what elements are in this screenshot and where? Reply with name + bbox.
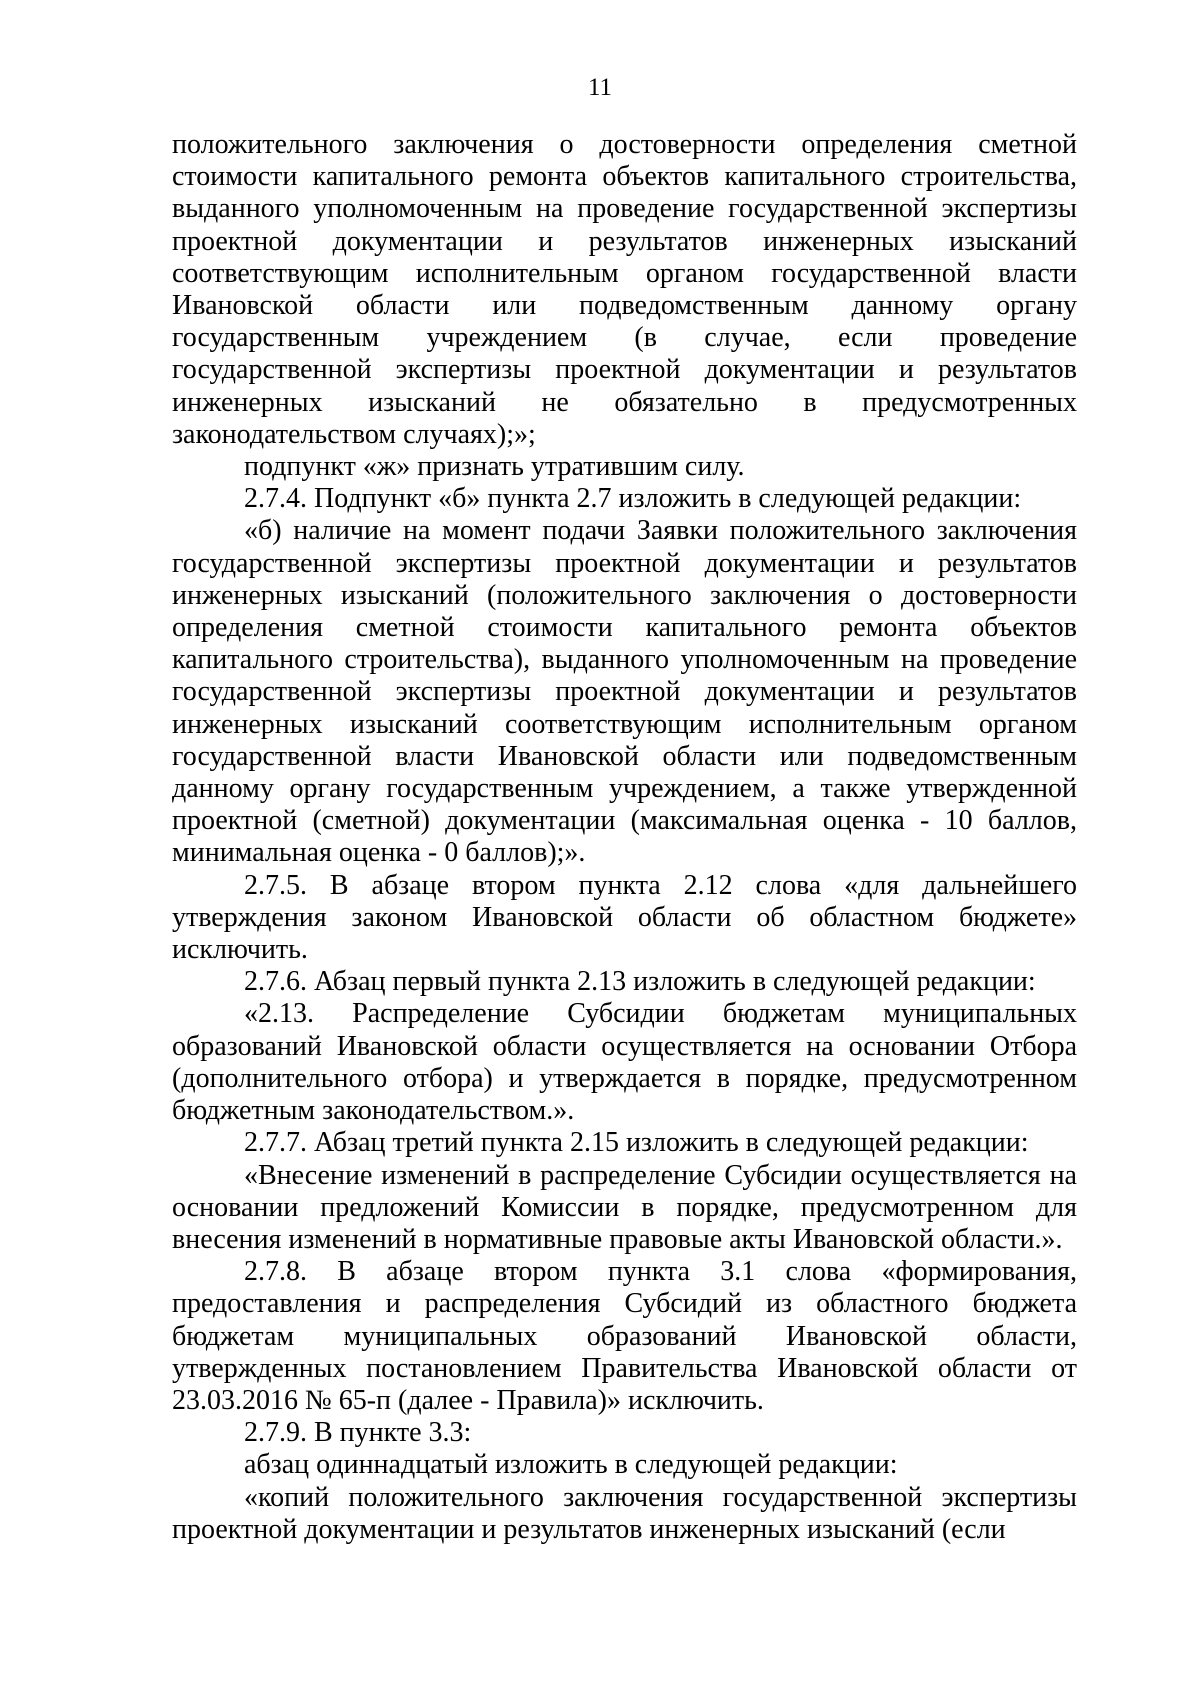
paragraph-2-15-text: «Внесение изменений в распределение Субсидии осуществляется на основании предложений Комиссии в порядке, предусмотренном для внесения изменений в нормативные правовые акты Ивановской области.».	[172, 1159, 1077, 1255]
page-number: 11	[587, 74, 613, 101]
document-body	[172, 129, 1077, 1546]
paragraph-subpoint-b-text: «б) наличие на момент подачи Заявки положительного заключения государственной экспертизы проектной документации и результатов инженерных изысканий (положительного заключения о достоверности определения сметной стоимости капитального ремонта объектов капитального строительства), выданного уполномоченным на проведение государственной экспертизы проектной документации и результатов инженерных изысканий соответствующим исполнительным органом государственной власти Ивановской области или подведомственным данному органу государственным учреждением, а также утвержденной проектной (сметной) документации (максимальная оценка - 10 баллов, минимальная оценка - 0 баллов);».	[172, 515, 1077, 869]
paragraph-2-13-text: «2.13. Распределение Субсидии бюджетам муниципальных образований Ивановской области осуществляется на основании Отбора (дополнительного отбора) и утверждается в порядке, предусмотренном бюджетным законодательством.».	[172, 998, 1077, 1127]
paragraph-2-7-8: 2.7.8. В абзаце втором пункта 3.1 слова «формирования, предоставления и распределения Субсидий из областного бюджета бюджетам муниципальных образований Ивановской области, утвержденных постановлением Правительства Ивановской области от 23.03.2016 № 65-п (далее - Правила)» исключить.	[172, 1256, 1077, 1416]
paragraph-2-7-6: 2.7.6. Абзац первый пункта 2.13 изложить в следующей редакции:	[244, 966, 1036, 998]
paragraph-continuation: положительного заключения о достоверности определения сметной стоимости капитального ремонта объектов капитального строительства, выданного уполномоченным на проведение государственной экспертизы проектной документации и результатов инженерных изысканий соответствующим исполнительным органом государственной власти Ивановской области или подведомственным данному органу государственным учреждением (в случае, если проведение государственной экспертизы проектной документации и результатов инженерных изысканий не обязательно в предусмотренных законодательством случаях);»;	[172, 129, 1077, 450]
paragraph-copies-text: «копий положительного заключения государственной экспертизы проектной документации и результатов инженерных изысканий (если	[172, 1481, 1077, 1545]
paragraph-subpoint-zh: подпункт «ж» признать утратившим силу.	[244, 451, 745, 483]
paragraph-2-7-5: 2.7.5. В абзаце втором пункта 2.12 слова «для дальнейшего утверждения законом Ивановской области об областном бюджете» исключить.	[172, 869, 1077, 966]
paragraph-2-7-4: 2.7.4. Подпункт «б» пункта 2.7 изложить в следующей редакции:	[244, 483, 1022, 515]
paragraph-eleventh-abzac: абзац одиннадцатый изложить в следующей редакции:	[244, 1449, 898, 1481]
paragraph-2-7-9: 2.7.9. В пункте 3.3:	[244, 1417, 472, 1449]
paragraph-2-7-7: 2.7.7. Абзац третий пункта 2.15 изложить в следующей редакции:	[244, 1127, 1029, 1159]
